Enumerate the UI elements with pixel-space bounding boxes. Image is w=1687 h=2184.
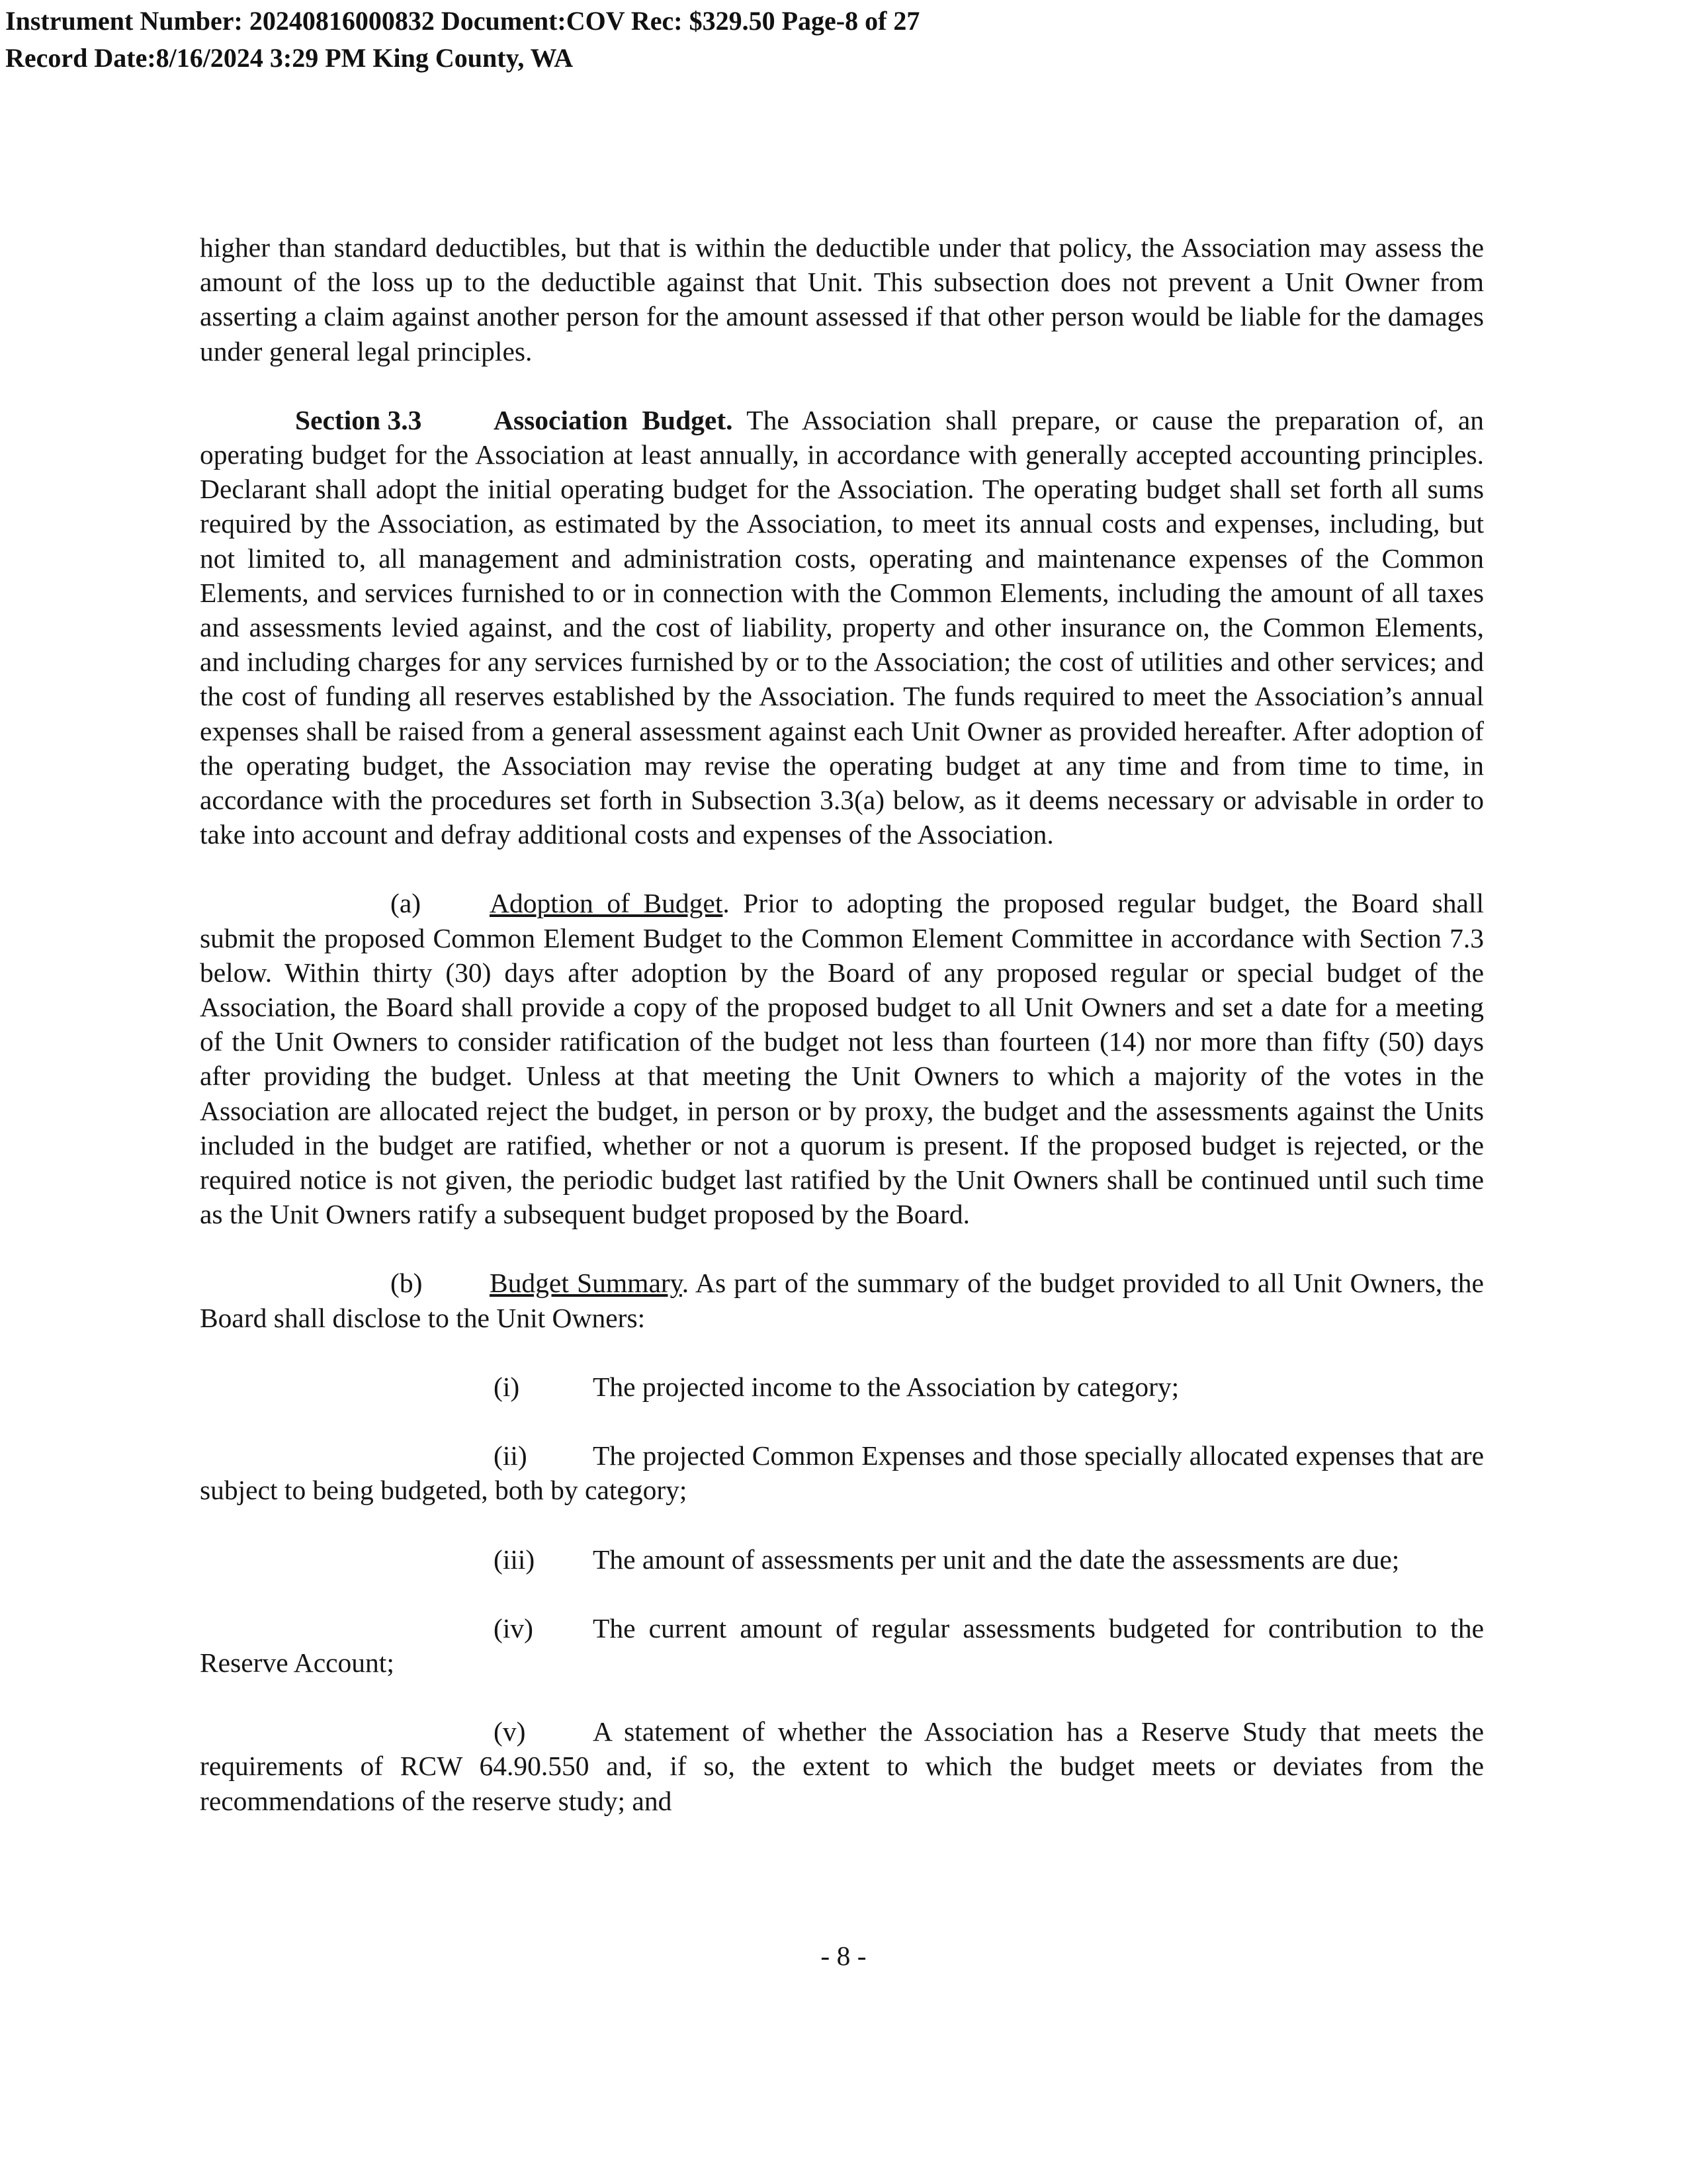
list-item-text: The current amount of regular assessments budgeted for contribution to the Reserve Account; (200, 1612, 1484, 1678)
list-item-label: (iv) (494, 1612, 533, 1643)
list-item-text: The projected Common Expenses and those specially allocated expenses that are subject to being budgeted, both by category; (200, 1440, 1484, 1506)
list-item (200, 1542, 1484, 1577)
list-item-label: (ii) (494, 1440, 527, 1471)
list-item-text: The projected income to the Association by category; (593, 1371, 1180, 1402)
list-item (200, 1438, 1484, 1507)
recording-header-line-2: Record Date:8/16/2024 3:29 PM King County, WA (5, 43, 574, 73)
list-item (200, 1611, 1484, 1680)
section-number: Section 3.3 (295, 404, 422, 435)
list-item (200, 1714, 1484, 1818)
section-text: The Association shall prepare, or cause the preparation of, an operating budget for the Association at least annually, in accordance with generally accepted accounting principles. Declarant shall adopt the initial operating budget for the Association. The operating budget shall set forth all sums required by the Association, as estimated by the Association, to meet its annual costs and expenses, including, but not limited to, all management and administration costs, operating and maintenance expenses of the Common Elements, and services furnished to or in connection with the Common Elements, including the amount of all taxes and assessments levied against, and the cost of liability, property and other insurance on, the Common Elements, and including charges for any services furnished by or to the Association; the cost of utilities and other services; and the cost of funding all reserves established by the Association. The funds required to meet the Association’s annual expenses shall be raised from a general assessment against each Unit Owner as provided hereafter. After adoption of the operating budget, the Association may revise the operating budget at any time and from time to time, in accordance with the procedures set forth in Subsection 3.3(a) below, as it deems necessary or advisable in order to take into account and defray additional costs and expenses of the Association. (200, 404, 1484, 850)
recording-header-line-1: Instrument Number: 20240816000832 Document:COV Rec: $329.50 Page-8 of 27 (5, 6, 920, 36)
list-item-label: (i) (494, 1371, 520, 1402)
subsection-text: . Prior to adopting the proposed regular budget, the Board shall submit the proposed Common Element Budget to the Common Element Committee in accordance with Section 7.3 below. Within thirty (30) days after adoption by the Board of any proposed regular or special budget of the Association, the Board shall provide a copy of the proposed budget to all Unit Owners and set a date for a meeting of the Unit Owners to consider ratification of the budget not less than fourteen (14) nor more than fifty (50) days after providing the budget. Unless at that meeting the Unit Owners to which a majority of the votes in the Association are allocated reject the budget, in person or by proxy, the budget and the assessments against the Units included in the budget are ratified, whether or not a quorum is present. If the proposed budget is rejected, or the required notice is not given, the periodic budget last ratified by the Unit Owners shall be continued until such time as the Unit Owners ratify a subsequent budget proposed by the Board. (200, 888, 1485, 1230)
subsection-text: . As part of the summary of the budget provided to all Unit Owners, the Board shall disclose to the Unit Owners: (200, 1268, 1484, 1333)
subsection-b-paragraph (200, 1266, 1484, 1334)
recording-header (5, 3, 920, 77)
list-item-label: (v) (494, 1716, 526, 1747)
list-item-text: The amount of assessments per unit and the date the assessments are due; (593, 1544, 1400, 1575)
list-item (200, 1370, 1484, 1404)
subsection-a-paragraph (200, 886, 1484, 1231)
subsection-label: (b) (390, 1268, 423, 1299)
section-title: Association Budget. (494, 404, 733, 435)
page-number: - 8 - (820, 1941, 867, 1971)
subsection-label: (a) (390, 888, 421, 919)
list-item-text: A statement of whether the Association has a Reserve Study that meets the requirements of RCW 64.90.550 and, if so, the extent to which the budget meets or deviates from the recommendations of the reserve study; and (200, 1716, 1484, 1816)
document-body (200, 230, 1484, 1818)
continued-paragraph: higher than standard deductibles, but that is within the deductible under that policy, the Association may assess the amount of the loss up to the deductible against that Unit. This subsection does not prevent a Unit Owner from asserting a claim against another person for the amount assessed if that other person would be liable for the damages under general legal principles. (200, 232, 1484, 367)
subsection-heading: Adoption of Budget (490, 888, 723, 919)
section-3-3-paragraph (200, 403, 1484, 852)
list-item-label: (iii) (494, 1544, 535, 1575)
subsection-heading: Budget Summary (490, 1268, 682, 1299)
